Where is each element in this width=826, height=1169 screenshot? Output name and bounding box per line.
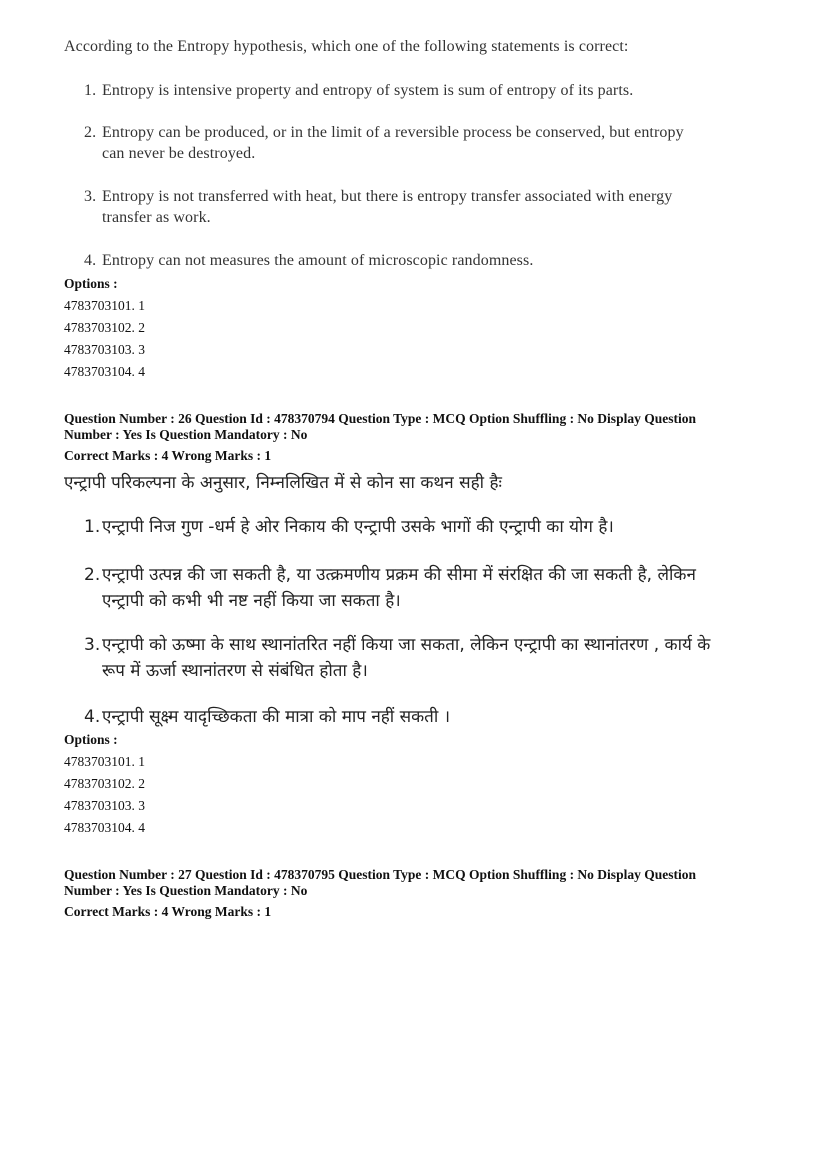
statement-text: एन्ट्रापी सूक्ष्म यादृच्छिकता की मात्रा को माप नहीं सकती ।: [102, 707, 451, 727]
statement-number: 1.: [84, 82, 97, 99]
q25-option-1: 4783703101. 1: [64, 298, 145, 313]
q26-statement-4: [84, 704, 804, 730]
statement-text-cont: transfer as work.: [102, 209, 211, 226]
statement-text: एन्ट्रापी उत्पन्न की जा सकती है, या उत्क्रमणीय प्रक्रम की सीमा में संरक्षित की जा सकती है, लेकिन: [102, 565, 696, 585]
statement-text: Entropy can be produced, or in the limit of a reversible process be conserved, but entropy: [102, 124, 684, 141]
statement-text-cont: रूप में ऊर्जा स्थानांतरण से संबंधित होता है।: [102, 661, 368, 681]
q26-option-3: 4783703103. 3: [64, 798, 145, 813]
q25-option-2: 4783703102. 2: [64, 320, 145, 335]
q27-marks: Correct Marks : 4 Wrong Marks : 1: [64, 904, 272, 919]
q26-statement-2: [84, 562, 804, 614]
q26-options-label: Options :: [64, 732, 118, 747]
q25-option-3: 4783703103. 3: [64, 342, 145, 357]
q26-meta-line1: Question Number : 26 Question Id : 478370794 Question Type : MCQ Option Shuffling : No Display Question: [64, 411, 696, 426]
q26-marks: Correct Marks : 4 Wrong Marks : 1: [64, 448, 272, 463]
question-26-stem: एन्ट्रापी परिकल्पना के अनुसार, निम्नलिखित में से कोन सा कथन सही हैः: [64, 473, 502, 493]
q26-option-1: 4783703101. 1: [64, 754, 145, 769]
statement-number: 1.: [84, 517, 101, 537]
statement-number: 4.: [84, 252, 97, 269]
q26-meta-line2: Number : Yes Is Question Mandatory : No: [64, 427, 308, 442]
q25-option-4: 4783703104. 4: [64, 364, 145, 379]
q25-statement-4: [84, 250, 764, 271]
statement-number: 4.: [84, 707, 101, 727]
statement-text: एन्ट्रापी निज गुण -धर्म हे ओर निकाय की एन्ट्रापी उसके भागों की एन्ट्रापी का योग है।: [102, 517, 614, 537]
q25-statement-3: [84, 186, 764, 228]
statement-text: Entropy can not measures the amount of microscopic randomness.: [102, 252, 534, 269]
statement-number: 3.: [84, 635, 101, 655]
statement-text: Entropy is not transferred with heat, but there is entropy transfer associated with energy: [102, 188, 673, 205]
q27-meta: [64, 867, 784, 899]
q27-meta-line1: Question Number : 27 Question Id : 478370795 Question Type : MCQ Option Shuffling : No Display Question: [64, 867, 696, 882]
statement-text: एन्ट्रापी को ऊष्मा के साथ स्थानांतरित नहीं किया जा सकता, लेकिन एन्ट्रापी का स्थानांतरण , कार्य के: [102, 635, 711, 655]
q25-options-label: Options :: [64, 276, 118, 291]
q26-meta: [64, 411, 784, 443]
q26-option-2: 4783703102. 2: [64, 776, 145, 791]
q27-meta-line2: Number : Yes Is Question Mandatory : No: [64, 883, 308, 898]
q25-statement-2: [84, 122, 764, 164]
statement-text: Entropy is intensive property and entropy of system is sum of entropy of its parts.: [102, 82, 634, 99]
question-25-stem: According to the Entropy hypothesis, which one of the following statements is correct:: [64, 38, 629, 55]
statement-number: 2.: [84, 124, 97, 141]
statement-text-cont: can never be destroyed.: [102, 145, 256, 162]
q25-statement-1: [84, 80, 764, 101]
statement-number: 2.: [84, 565, 101, 585]
q26-option-4: 4783703104. 4: [64, 820, 145, 835]
q26-statement-3: [84, 632, 804, 684]
statement-number: 3.: [84, 188, 97, 205]
q26-statement-1: [84, 514, 804, 540]
statement-text-cont: एन्ट्रापी को कभी भी नष्ट नहीं किया जा सकता है।: [102, 591, 401, 611]
